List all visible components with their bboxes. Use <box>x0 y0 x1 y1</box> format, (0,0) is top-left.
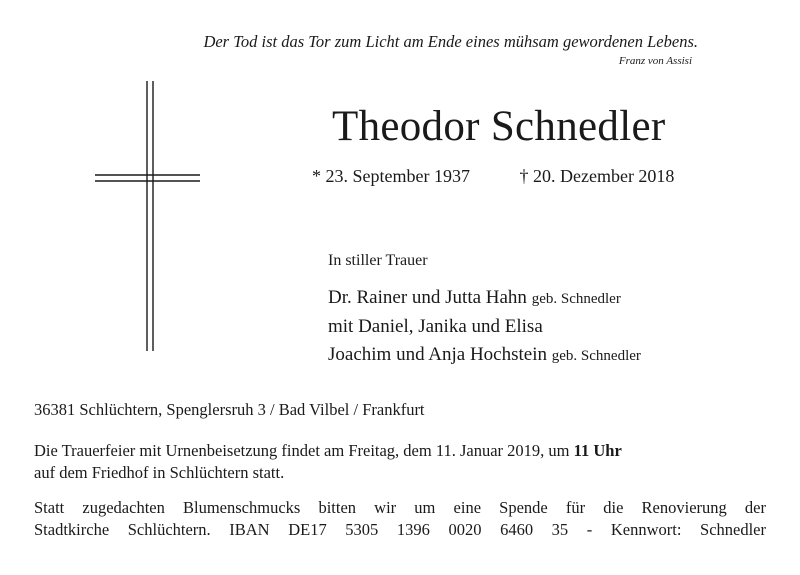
donation-line: Statt zugedachten Blumenschmucks bitten wir um eine Spende für die Renovierung der <box>34 498 766 517</box>
funeral-time: 11 Uhr <box>573 441 622 460</box>
birth-date: 23. September 1937 <box>325 166 470 186</box>
donation-notice <box>34 497 766 541</box>
mourner-line: mit Daniel, Janika und Elisa <box>328 316 543 337</box>
life-dates <box>312 166 674 187</box>
mourner-note: geb. Schnedler <box>531 291 621 307</box>
epigraph-author: Franz von Assisi <box>618 55 692 67</box>
mourner-names: Joachim und Anja Hochstein <box>328 344 547 365</box>
cross-icon <box>90 81 210 351</box>
address: 36381 Schlüchtern, Spenglersruh 3 / Bad Vilbel / Frankfurt <box>34 400 425 419</box>
mourner-line <box>328 344 641 366</box>
funeral-notice <box>34 440 622 484</box>
funeral-line <box>34 440 622 462</box>
mourner-names: Dr. Rainer und Jutta Hahn <box>328 287 527 308</box>
funeral-location: auf dem Friedhof in Schlüchtern statt. <box>34 463 285 482</box>
mourning-intro: In stiller Trauer <box>328 252 428 269</box>
mourner-note: geb. Schnedler <box>551 348 641 364</box>
donation-line: Stadtkirche Schlüchtern. IBAN DE17 5305 1396 0020 6460 35 - Kennwort: Schnedler <box>34 520 766 539</box>
deceased-name: Theodor Schnedler <box>332 103 666 150</box>
mourner-line <box>328 287 621 309</box>
death-symbol: † <box>519 166 529 186</box>
birth-symbol: * <box>312 166 321 186</box>
funeral-text: Die Trauerfeier mit Urnenbeisetzung findet am Freitag, dem 11. Januar 2019, um <box>34 441 570 460</box>
epigraph-quote: Der Tod ist das Tor zum Licht am Ende eines mühsam gewordenen Lebens. <box>203 32 698 51</box>
death-date: 20. Dezember 2018 <box>532 166 675 186</box>
